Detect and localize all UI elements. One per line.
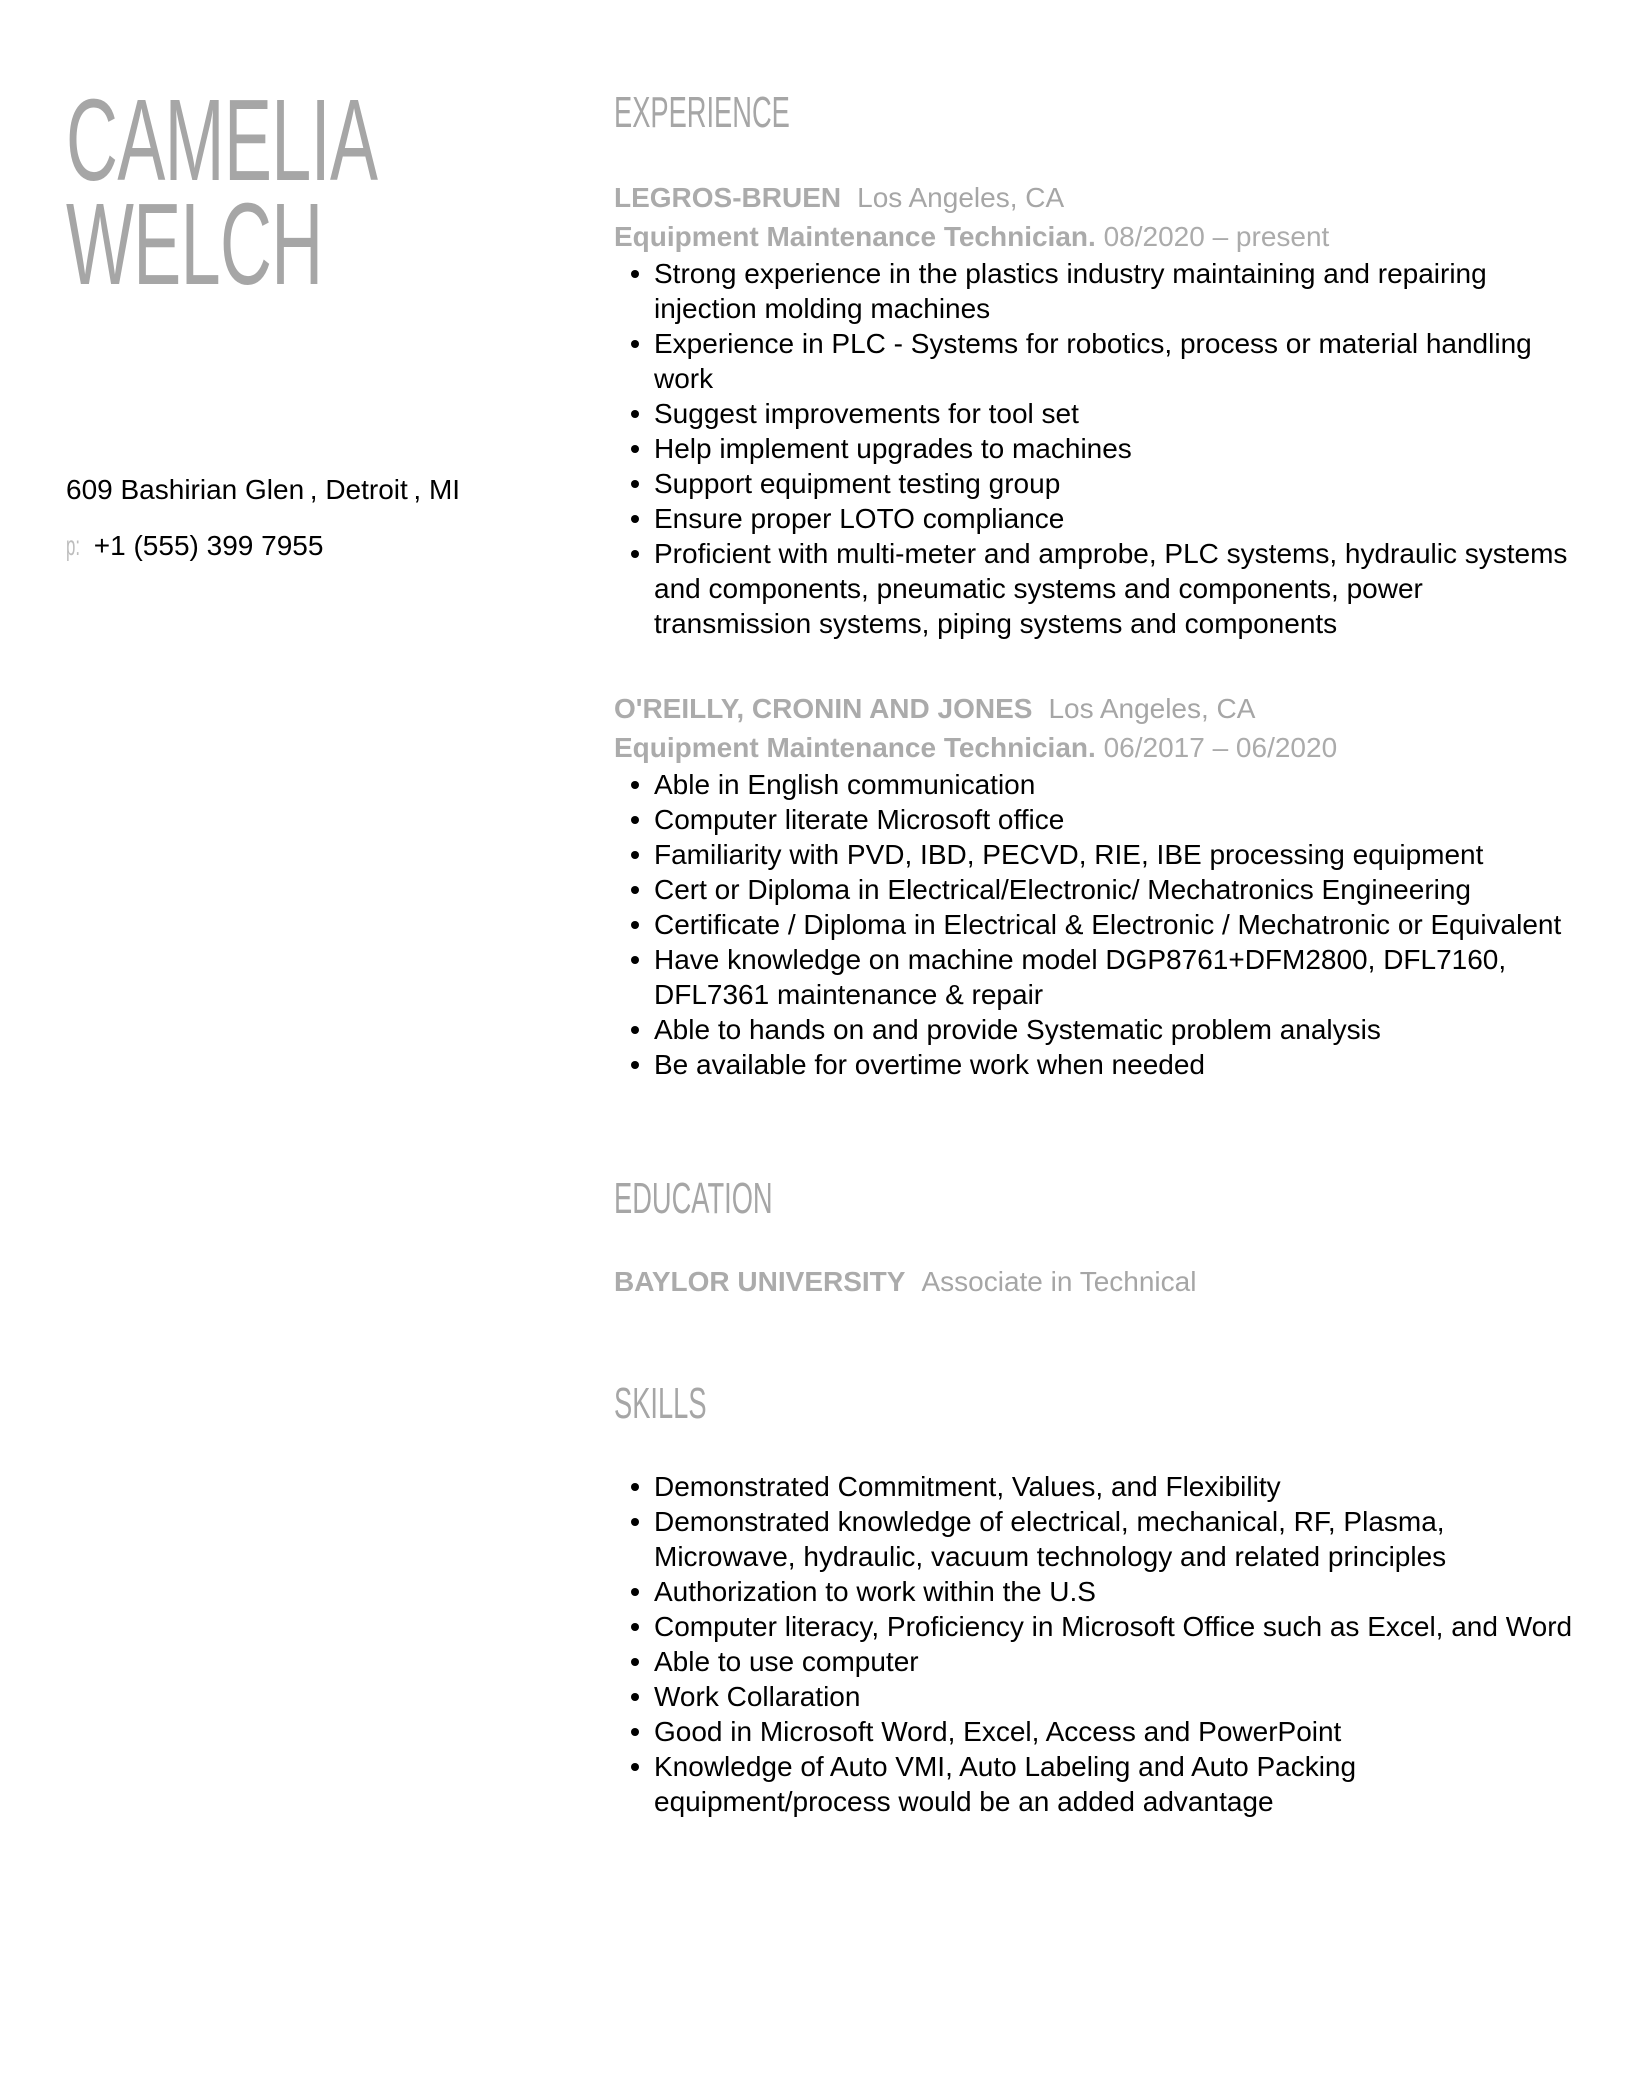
list-item: Have knowledge on machine model DGP8761+DFM2800, DFL7160, DFL7361 maintenance & repair — [654, 942, 1574, 1012]
job-role: Equipment Maintenance Technician. — [614, 732, 1096, 763]
job-company: O'REILLY, CRONIN AND JONES — [614, 693, 1033, 724]
list-item: Proficient with multi-meter and amprobe, PLC systems, hydraulic systems and components, pneumatic systems and components, power transmission systems, piping systems and components — [654, 536, 1574, 641]
phone-number: +1 (555) 399 7955 — [93, 530, 324, 561]
job-company-line — [614, 178, 1574, 217]
phone-row — [66, 518, 460, 574]
main-column — [614, 88, 1574, 1819]
list-item: Certificate / Diploma in Electrical & Electronic / Mechatronic or Equivalent — [654, 907, 1574, 942]
job-entry — [614, 178, 1574, 641]
list-item: Work Collaration — [654, 1679, 1574, 1714]
school-name: BAYLOR UNIVERSITY — [614, 1266, 906, 1297]
job-location: Los Angeles, CA — [857, 182, 1065, 213]
education-section — [614, 1174, 1574, 1301]
phone-label: p: — [66, 530, 81, 561]
job-role-line — [614, 217, 1574, 256]
job-company: LEGROS-BRUEN — [614, 182, 842, 213]
address: 609 Bashirian Glen , Detroit , MI — [66, 474, 461, 505]
list-item: Demonstrated knowledge of electrical, mechanical, RF, Plasma, Microwave, hydraulic, vacuum technology and related principles — [654, 1504, 1574, 1574]
list-item: Authorization to work within the U.S — [654, 1574, 1574, 1609]
job-location: Los Angeles, CA — [1048, 693, 1256, 724]
job-role-line — [614, 728, 1574, 767]
list-item: Cert or Diploma in Electrical/Electronic/ Mechatronics Engineering — [654, 872, 1574, 907]
list-item: Able in English communication — [654, 767, 1574, 802]
degree: Associate in Technical — [921, 1266, 1197, 1297]
list-item: Experience in PLC - Systems for robotics, process or material handling work — [654, 326, 1574, 396]
job-dates: 06/2017 – 06/2020 — [1103, 732, 1338, 763]
skills-list — [614, 1469, 1574, 1819]
list-item: Ensure proper LOTO compliance — [654, 501, 1574, 536]
education-line — [614, 1262, 1574, 1301]
list-item: Familiarity with PVD, IBD, PECVD, RIE, IBE processing equipment — [654, 837, 1574, 872]
list-item: Able to use computer — [654, 1644, 1574, 1679]
list-item: Computer literacy, Proficiency in Microsoft Office such as Excel, and Word — [654, 1611, 1573, 1642]
list-item: Strong experience in the plastics industry maintaining and repairing injection molding machines — [654, 256, 1574, 326]
job-bullets — [614, 767, 1574, 1082]
list-item: Be available for overtime work when needed — [654, 1047, 1574, 1082]
last-name: WELCH — [66, 179, 323, 309]
experience-title: EXPERIENCE — [614, 88, 790, 137]
list-item: Knowledge of Auto VMI, Auto Labeling and Auto Packing equipment/process would be an added advantage — [654, 1749, 1574, 1819]
list-item: Help implement upgrades to machines — [654, 431, 1574, 466]
education-title: EDUCATION — [614, 1174, 773, 1223]
list-item: Suggest improvements for tool set — [654, 396, 1574, 431]
name-block — [66, 75, 546, 309]
list-item: Demonstrated Commitment, Values, and Flexibility — [654, 1469, 1574, 1504]
list-item: Able to hands on and provide Systematic problem analysis — [654, 1012, 1574, 1047]
skills-section — [614, 1379, 1574, 1819]
job-role: Equipment Maintenance Technician. — [614, 221, 1096, 252]
skills-title: SKILLS — [614, 1379, 707, 1428]
job-entry — [614, 689, 1574, 1082]
first-name: CAMELIA — [66, 75, 378, 205]
list-item: Good in Microsoft Word, Excel, Access and PowerPoint — [654, 1714, 1574, 1749]
experience-section — [614, 88, 1574, 1082]
list-item: Computer literate Microsoft office — [654, 802, 1574, 837]
contact-block — [66, 462, 460, 574]
list-item: Support equipment testing group — [654, 466, 1574, 501]
job-bullets — [614, 256, 1574, 641]
job-dates: 08/2020 – present — [1103, 221, 1330, 252]
job-company-line — [614, 689, 1574, 728]
